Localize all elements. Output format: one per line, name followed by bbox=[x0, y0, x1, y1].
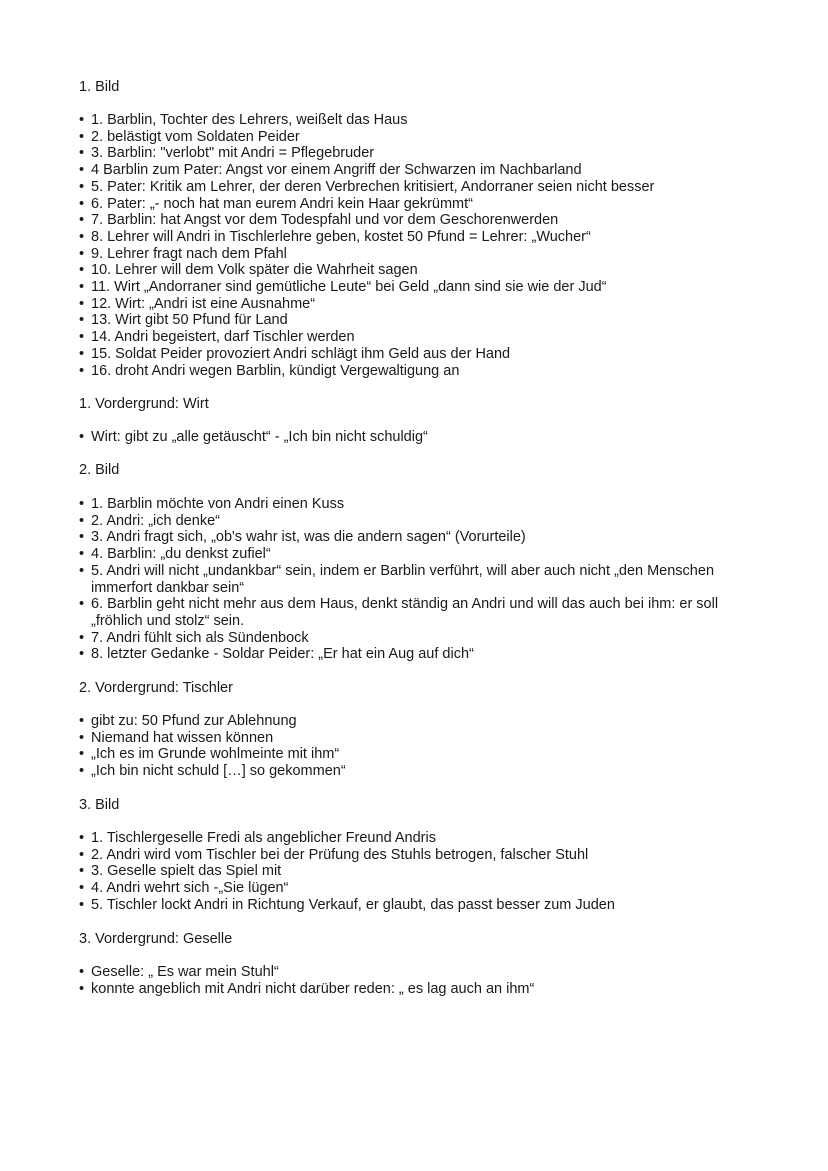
list-item bbox=[79, 363, 759, 380]
list-item bbox=[79, 262, 759, 279]
bullet-icon: • bbox=[79, 295, 85, 312]
list-item bbox=[79, 546, 759, 563]
list-item bbox=[79, 196, 759, 213]
bullet-icon: • bbox=[79, 830, 85, 846]
bullet-icon: • bbox=[79, 729, 85, 746]
bullet-icon: • bbox=[79, 746, 85, 763]
list-item bbox=[79, 746, 759, 763]
bullet-icon: • bbox=[79, 846, 85, 863]
list-item-text: 6. Barblin geht nicht mehr aus dem Haus, denkt ständig an Andri und will das auch bei ihm: er soll „fröhlich und stolz“ sein. bbox=[91, 596, 719, 629]
list-item bbox=[79, 162, 759, 179]
section-heading: 2. Vordergrund: Tischler bbox=[79, 680, 233, 696]
bullet-icon: • bbox=[79, 880, 85, 897]
list-item-text: 15. Soldat Peider provoziert Andri schlägt ihm Geld aus der Hand bbox=[91, 345, 511, 362]
list-item-text: 3. Andri fragt sich, „ob's wahr ist, was die andern sagen“ (Vorurteile) bbox=[91, 529, 526, 546]
bullet-icon: • bbox=[79, 896, 85, 913]
section-heading: 1. Bild bbox=[79, 79, 120, 95]
list-item-text: 5. Andri will nicht „undankbar“ sein, indem er Barblin verführt, will aber auch nicht „den Menschen immerfort dankbar sein“ bbox=[91, 562, 715, 596]
list-item-text: 10. Lehrer will dem Volk später die Wahrheit sagen bbox=[91, 262, 418, 279]
list-item-text: 8. Lehrer will Andri in Tischlerlehre geben, kostet 50 Pfund = Lehrer: „Wucher“ bbox=[91, 228, 591, 245]
list-item bbox=[79, 179, 759, 196]
bullet-list bbox=[79, 830, 759, 914]
list-item bbox=[79, 763, 759, 780]
list-item-text: 1. Tischlergeselle Fredi als angeblicher Freund Andris bbox=[91, 830, 436, 846]
section-heading: 1. Vordergrund: Wirt bbox=[79, 396, 209, 412]
list-item bbox=[79, 596, 759, 629]
list-item bbox=[79, 429, 759, 446]
list-item-text: 3. Geselle spielt das Spiel mit bbox=[91, 863, 282, 880]
list-item-text: 2. Andri: „ich denke“ bbox=[91, 512, 220, 529]
bullet-icon: • bbox=[79, 245, 85, 262]
list-item bbox=[79, 847, 759, 864]
bullet-icon: • bbox=[79, 128, 85, 145]
list-item bbox=[79, 630, 759, 647]
list-item bbox=[79, 329, 759, 346]
bullet-icon: • bbox=[79, 279, 85, 296]
bullet-icon: • bbox=[79, 212, 85, 229]
bullet-list bbox=[79, 496, 759, 663]
section-heading: 3. Vordergrund: Geselle bbox=[79, 931, 233, 947]
bullet-list bbox=[79, 713, 759, 780]
list-item bbox=[79, 964, 759, 981]
list-item bbox=[79, 129, 759, 146]
list-item-text: 5. Tischler lockt Andri in Richtung Verkauf, er glaubt, das passt besser zum Juden bbox=[91, 896, 615, 913]
list-item bbox=[79, 513, 759, 530]
bullet-icon: • bbox=[79, 964, 85, 980]
list-item-text: 7. Andri fühlt sich als Sündenbock bbox=[91, 629, 309, 646]
list-item-text: 8. letzter Gedanke - Soldar Peider: „Er hat ein Aug auf dich“ bbox=[91, 646, 474, 663]
bullet-list bbox=[79, 964, 759, 997]
bullet-icon: • bbox=[79, 863, 85, 880]
list-item bbox=[79, 830, 759, 847]
list-item-text: 3. Barblin: "verlobt" mit Andri = Pflegebruder bbox=[91, 145, 375, 162]
list-item-text: 11. Wirt „Andorraner sind gemütliche Leute“ bei Geld „dann sind sie wie der Jud“ bbox=[91, 279, 607, 296]
list-item bbox=[79, 212, 759, 229]
bullet-icon: • bbox=[79, 496, 85, 512]
list-item-text: 4. Andri wehrt sich -„Sie lügen“ bbox=[91, 880, 289, 897]
bullet-icon: • bbox=[79, 178, 85, 195]
list-item bbox=[79, 730, 759, 747]
bullet-icon: • bbox=[79, 596, 85, 613]
bullet-icon: • bbox=[79, 262, 85, 279]
list-item bbox=[79, 713, 759, 730]
list-item bbox=[79, 563, 759, 596]
list-item-text: gibt zu: 50 Pfund zur Ablehnung bbox=[91, 713, 297, 729]
section-heading: 3. Bild bbox=[79, 797, 120, 813]
bullet-icon: • bbox=[79, 195, 85, 212]
list-item bbox=[79, 145, 759, 162]
list-item-text: 16. droht Andri wegen Barblin, kündigt Vergewaltigung an bbox=[91, 362, 460, 379]
bullet-icon: • bbox=[79, 329, 85, 346]
list-item-text: Niemand hat wissen können bbox=[91, 729, 274, 746]
bullet-icon: • bbox=[79, 529, 85, 546]
section-heading: 2. Bild bbox=[79, 462, 120, 478]
list-item-text: „Ich bin nicht schuld […] so gekommen“ bbox=[91, 763, 346, 780]
list-item bbox=[79, 346, 759, 363]
bullet-icon: • bbox=[79, 646, 85, 663]
list-item bbox=[79, 880, 759, 897]
list-item bbox=[79, 863, 759, 880]
list-item-text: 14. Andri begeistert, darf Tischler werden bbox=[91, 329, 355, 346]
list-item-text: 4. Barblin: „du denkst zufiel“ bbox=[91, 546, 271, 563]
list-item bbox=[79, 312, 759, 329]
list-item-text: 9. Lehrer fragt nach dem Pfahl bbox=[91, 245, 287, 262]
list-item bbox=[79, 529, 759, 546]
bullet-icon: • bbox=[79, 112, 85, 128]
list-item bbox=[79, 981, 759, 998]
list-item-text: Geselle: „ Es war mein Stuhl“ bbox=[91, 964, 279, 980]
list-item-text: 5. Pater: Kritik am Lehrer, der deren Verbrechen kritisiert, Andorraner seien nicht besser bbox=[91, 178, 655, 195]
list-item-text: 6. Pater: „- noch hat man eurem Andri kein Haar gekrümmt“ bbox=[91, 195, 473, 212]
list-item bbox=[79, 246, 759, 263]
bullet-icon: • bbox=[79, 145, 85, 162]
bullet-list bbox=[79, 429, 759, 446]
bullet-icon: • bbox=[79, 629, 85, 646]
list-item-text: 1. Barblin möchte von Andri einen Kuss bbox=[91, 496, 345, 512]
bullet-icon: • bbox=[79, 162, 85, 179]
list-item-text: 13. Wirt gibt 50 Pfund für Land bbox=[91, 312, 288, 329]
list-item-text: 12. Wirt: „Andri ist eine Ausnahme“ bbox=[91, 295, 316, 312]
bullet-icon: • bbox=[79, 312, 85, 329]
bullet-icon: • bbox=[79, 228, 85, 245]
bullet-icon: • bbox=[79, 362, 85, 379]
list-item-text: konnte angeblich mit Andri nicht darüber reden: „ es lag auch an ihm“ bbox=[91, 980, 535, 997]
list-item bbox=[79, 646, 759, 663]
list-item-text: „Ich es im Grunde wohlmeinte mit ihm“ bbox=[91, 746, 340, 763]
list-item bbox=[79, 296, 759, 313]
bullet-icon: • bbox=[79, 763, 85, 780]
list-item-text: 2. belästigt vom Soldaten Peider bbox=[91, 128, 300, 145]
bullet-icon: • bbox=[79, 980, 85, 997]
bullet-icon: • bbox=[79, 512, 85, 529]
bullet-icon: • bbox=[79, 713, 85, 729]
list-item-text: Wirt: gibt zu „alle getäuscht“ - „Ich bin nicht schuldig“ bbox=[91, 429, 428, 445]
bullet-icon: • bbox=[79, 562, 85, 579]
bullet-icon: • bbox=[79, 429, 85, 445]
list-item bbox=[79, 897, 759, 914]
list-item bbox=[79, 112, 759, 129]
list-item bbox=[79, 279, 759, 296]
bullet-icon: • bbox=[79, 546, 85, 563]
list-item bbox=[79, 496, 759, 513]
list-item bbox=[79, 229, 759, 246]
list-item-text: 1. Barblin, Tochter des Lehrers, weißelt das Haus bbox=[91, 112, 408, 128]
list-item-text: 4 Barblin zum Pater: Angst vor einem Angriff der Schwarzen im Nachbarland bbox=[91, 162, 582, 179]
bullet-icon: • bbox=[79, 345, 85, 362]
bullet-list bbox=[79, 112, 759, 379]
list-item-text: 7. Barblin: hat Angst vor dem Todespfahl und vor dem Geschorenwerden bbox=[91, 212, 559, 229]
list-item-text: 2. Andri wird vom Tischler bei der Prüfung des Stuhls betrogen, falscher Stuhl bbox=[91, 846, 589, 863]
